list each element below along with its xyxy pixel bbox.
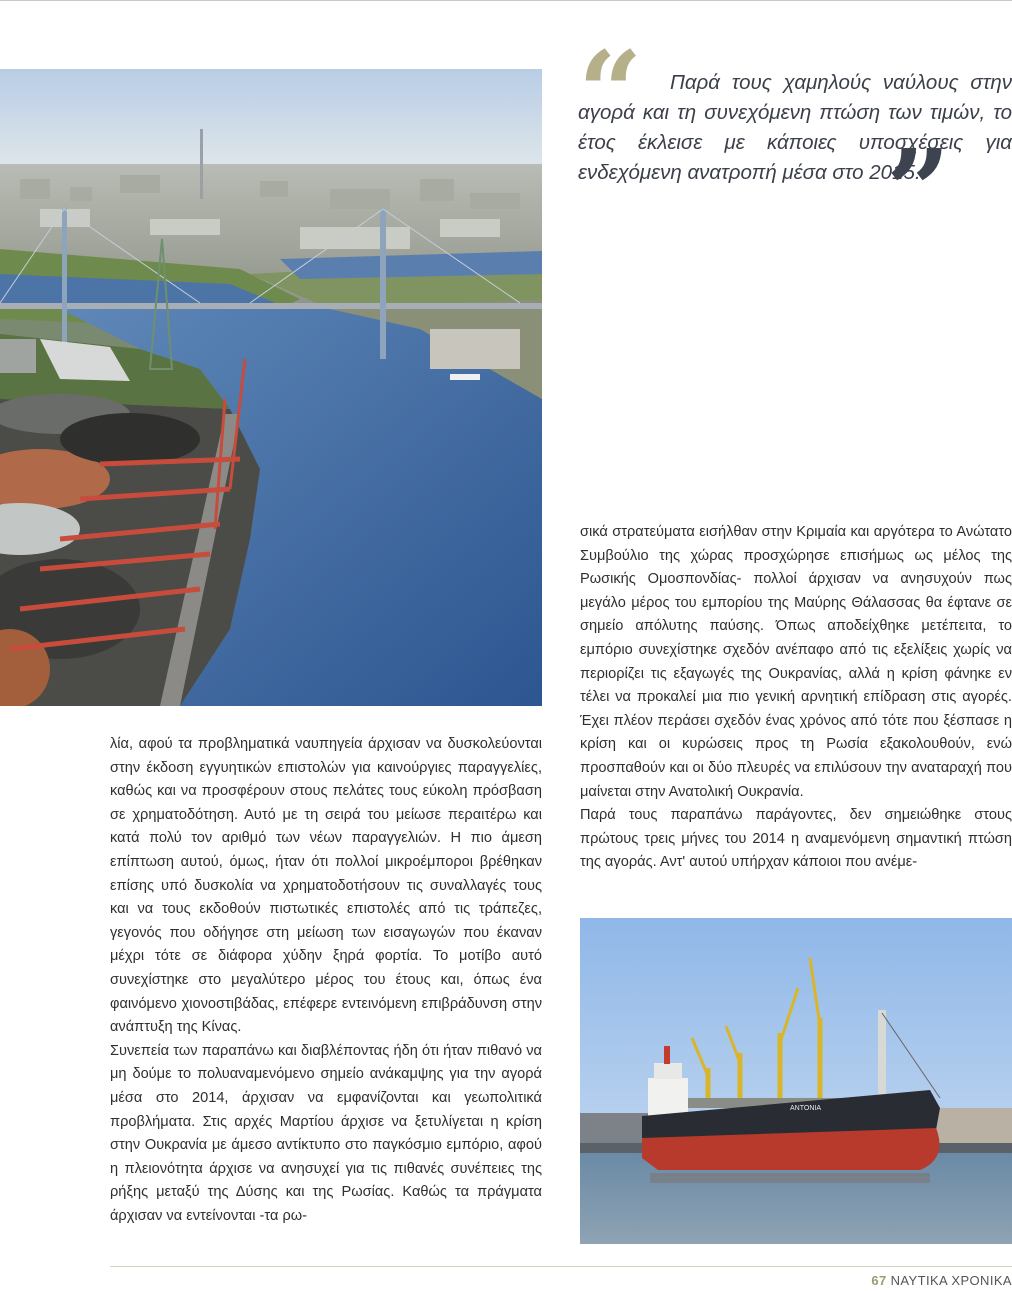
close-quote-icon: ” bbox=[886, 126, 951, 257]
page-number: 67 bbox=[871, 1273, 887, 1288]
bulk-carrier-photo bbox=[580, 918, 1012, 1244]
pull-quote bbox=[578, 28, 1012, 257]
paragraph: Συνεπεία των παραπάνω και διαβλέποντας ήδη ότι ήταν πιθανό να μη δούμε το πολυαναμενόμενο σημείο ανάκαμψης για την αγορά μέσα στο 2014, άρχισαν να εμφανίζονται και γεωπολιτικά προβλήματα. Στις αρχές Μαρτίου άρχισε να ξετυλίγεται η κρίση στην Ουκρανία με άμεσο αντίκτυπο στο παγκόσμιο εμπόριο, αφού η πλειονότητα άρχισε να ανησυχεί για τις πιθανές συνέπειες της ρήξης μεταξύ της Δύσης και της Ρωσίας. Καθώς τα πράγματα άρχισαν να εντείνονται -τα ρω- bbox=[110, 1042, 542, 1224]
article-column-right bbox=[580, 521, 1012, 875]
publication-name: ΝΑΥΤΙΚΑ ΧΡΟΝΙΚΑ bbox=[890, 1273, 1012, 1288]
open-quote-icon: “ bbox=[578, 28, 643, 159]
ship-name: ANTONIA bbox=[790, 1105, 821, 1112]
top-rule bbox=[0, 0, 1012, 1]
paragraph: σικά στρατεύματα εισήλθαν στην Κριμαία και αργότερα το Ανώτατο Συμβούλιο της χώρας προσχώρησε επισήμως ως μέλος της Ρωσικής Ομοσπονδίας- πολλοί άρχισαν να ανησυχούν πως μεγάλο μέρος του εμπορίου της Μαύρης Θάλασσας θα έφτανε σε σημείο απόλυτης παύσης. Όπως αποδείχθηκε μετέπειτα, το εμπόριο συνεχίστηκε σχεδόν ανέπαφο από τις εξελίξεις χωρίς να περιορίζει τις εξαγωγές της Ουκρανίας, αλλά η κρίση φάνηκε εν τέλει να προκαλεί μια πιο γενική αρνητική επίδραση στις αγορές. Έχει πλέον περάσει σχεδόν ένας χρόνος από τότε που ξέσπασε η κρίση και οι κυρώσεις προς τη Ρωσία εξακολουθούν, ενώ προσπαθούν και οι δύο πλευρές να επιλύσουν την αναταραχή που μαίνεται στην Ανατολική Ουκρανία. bbox=[580, 524, 1012, 800]
paragraph: Παρά τους παραπάνω παράγοντες, δεν σημειώθηκε στους πρώτους τρεις μήνες του 2014 η αναμενόμενη σημαντική πτώση της αγοράς. Αντ' αυτού υπήρχαν κάποιοι που ανέμε- bbox=[580, 807, 1012, 871]
pull-quote-text: Παρά τους χαμηλούς ναύλους στην αγορά και τη συνεχόμενη πτώση των τιμών, το έτος έκλεισε με κάποιες υποσχέσεις για ενδεχόμενη ανατροπή μέσα στο 2015. bbox=[578, 71, 1012, 184]
paragraph: λία, αφού τα προβληματικά ναυπηγεία άρχισαν να δυσκολεύονται στην έκδοση εγγυητικών επιστολών για καινούργιες παραγγελίες, καθώς και να προσφέρουν στους πελάτες τους εύκολη πρόσβαση σε χρηματοδότηση. Αυτό με τη σειρά του μείωσε περαιτέρω και κατά πολύ τον αριθμό των νέων παραγγελιών. Η πιο άμεση επίπτωση αυτού, όμως, ήταν ότι πολλοί μικροέμποροι βρέθηκαν επίσης υπό δυσκολία να χρηματοδοτήσουν τις συναλλαγές τους και να τους εκδοθούν πιστωτικές επιστολές από τις τράπεζες, γεγονός που οδήγησε στη μείωση των εισαγωγών που έκαναν μέχρι τότε σε διάφορα χύδην ξηρά φορτία. Το μοτίβο αυτό συνεχίστηκε στο μεγαλύτερο μέρος του έτους και, όπως ένα φαινόμενο χιονοστιβάδας, επέφερε εντεινόμενη επιβράδυνση στην ανάπτυξη της Κίνας. bbox=[110, 736, 542, 1036]
port-aerial-photo bbox=[0, 69, 542, 706]
footer-rule bbox=[110, 1266, 1012, 1267]
page-footer bbox=[871, 1273, 1012, 1288]
article-column-left bbox=[110, 733, 542, 1228]
